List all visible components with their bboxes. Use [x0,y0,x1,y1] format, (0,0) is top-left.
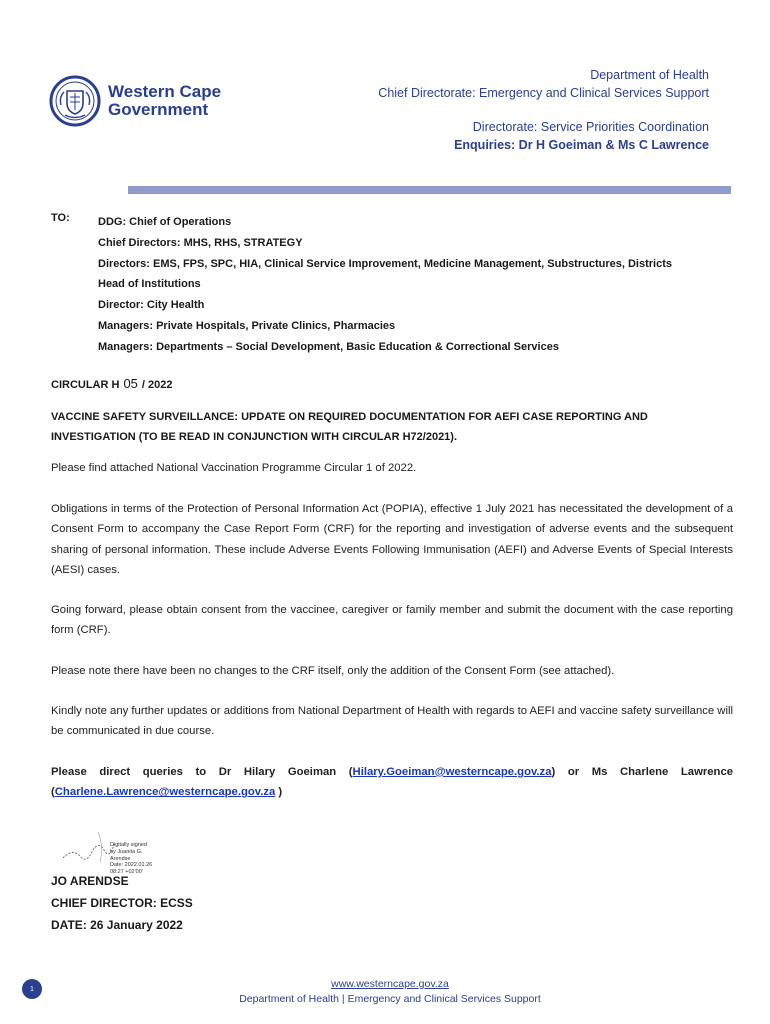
recipient-item: Head of Institutions [98,278,201,291]
footer-website-link[interactable]: www.westerncape.gov.za [331,978,449,990]
page-footer [170,977,610,1007]
body-paragraph-4: Please note there have been no changes to the CRF itself, only the addition of the Consent Form (see attached). [51,665,615,677]
signatory-name: JO ARENDSE [51,874,129,888]
signatory-block [51,870,193,936]
body-paragraph-2: Obligations in terms of the Protection of Personal Information Act (POPIA), effective 1 July 2021 has necessitated the development of a Consent Form to accompany the Case Report Form (CRF) for the reporting and investigation of adverse events and the subsequent sharing of personal information. These include Adverse Events Following Immunisation (AEFI) and Adverse Events of Special Interests (AESI) cases. [51,503,733,576]
subject-line: VACCINE SAFETY SURVEILLANCE: UPDATE ON REQUIRED DOCUMENTATION FOR AEFI CASE REPORTING AND INVESTIGATION (TO BE READ IN CONJUNCTION WITH CIRCULAR H72/2021). [51,411,648,443]
email-link-lawrence[interactable]: Charlene.Lawrence@westerncape.gov.za [54,786,276,799]
recipient-item: Managers: Private Hospitals, Private Clinics, Pharmacies [98,319,396,332]
circular-prefix: CIRCULAR H [51,379,120,391]
circular-reference [51,376,173,391]
signature-date: DATE: 26 January 2022 [51,918,183,932]
body-paragraph-5: Kindly note any further updates or additions from National Department of Health with regards to AEFI and vaccine safety surveillance will be communicated in due course. [51,705,733,738]
directorate: Directorate: Service Priorities Coordination [472,120,709,134]
signature-line: 08:27 +02'00' [110,869,143,876]
signature-line: by Juanita G. [110,848,143,855]
recipient-list [98,212,672,358]
government-logo [49,75,221,127]
queries-text-b: ) or Ms Charlene Lawrence ( [51,766,734,799]
circular-number: 05 [123,376,138,391]
recipient-item: DDG: Chief of Operations [98,216,232,228]
enquiries: Enquiries: Dr H Goeiman & Ms C Lawrence [454,137,709,152]
signatory-title: CHIEF DIRECTOR: ECSS [51,896,193,910]
footer-department: Department of Health | Emergency and Clinical Services Support [239,993,541,1005]
logo-line-2: Government [108,100,209,119]
signature-line: Digitally signed [110,842,147,848]
circular-year: / 2022 [141,379,173,391]
recipient-item: Directors: EMS, FPS, SPC, HIA, Clinical Service Improvement, Medicine Management, Substructures, Districts [98,257,672,270]
body-paragraph-3: Going forward, please obtain consent from the vaccinee, caregiver or family member and submit the document with the case reporting form (CRF). [51,604,733,637]
chief-directorate: Chief Directorate: Emergency and Clinical Services Support [378,85,709,100]
recipient-item: Chief Directors: MHS, RHS, STRATEGY [98,236,303,249]
email-link-goeiman[interactable]: Hilary.Goeiman@westerncape.gov.za [352,766,552,778]
logo-line-1: Western Cape [108,82,222,101]
coat-of-arms-icon [49,75,101,127]
queries-paragraph [51,762,733,803]
header-divider [128,186,731,194]
to-label: TO: [51,212,70,224]
department-name: Department of Health [590,68,709,82]
queries-text-c: ) [275,786,283,799]
recipient-item: Director: City Health [98,299,205,312]
queries-text-a: Please direct queries to Dr Hilary Goeiman ( [51,766,353,778]
letterhead-details [378,67,709,154]
body-paragraph-1: Please find attached National Vaccination Programme Circular 1 of 2022. [51,462,417,474]
signature-scribble-icon [58,830,118,870]
page-number-badge: 1 [22,979,42,999]
signature-line: Arendse [110,855,131,862]
logo-wordmark [108,83,221,119]
recipient-item: Managers: Departments – Social Development, Basic Education & Correctional Services [98,340,559,353]
signature-line: Date: 2022.01.26 [110,862,153,869]
